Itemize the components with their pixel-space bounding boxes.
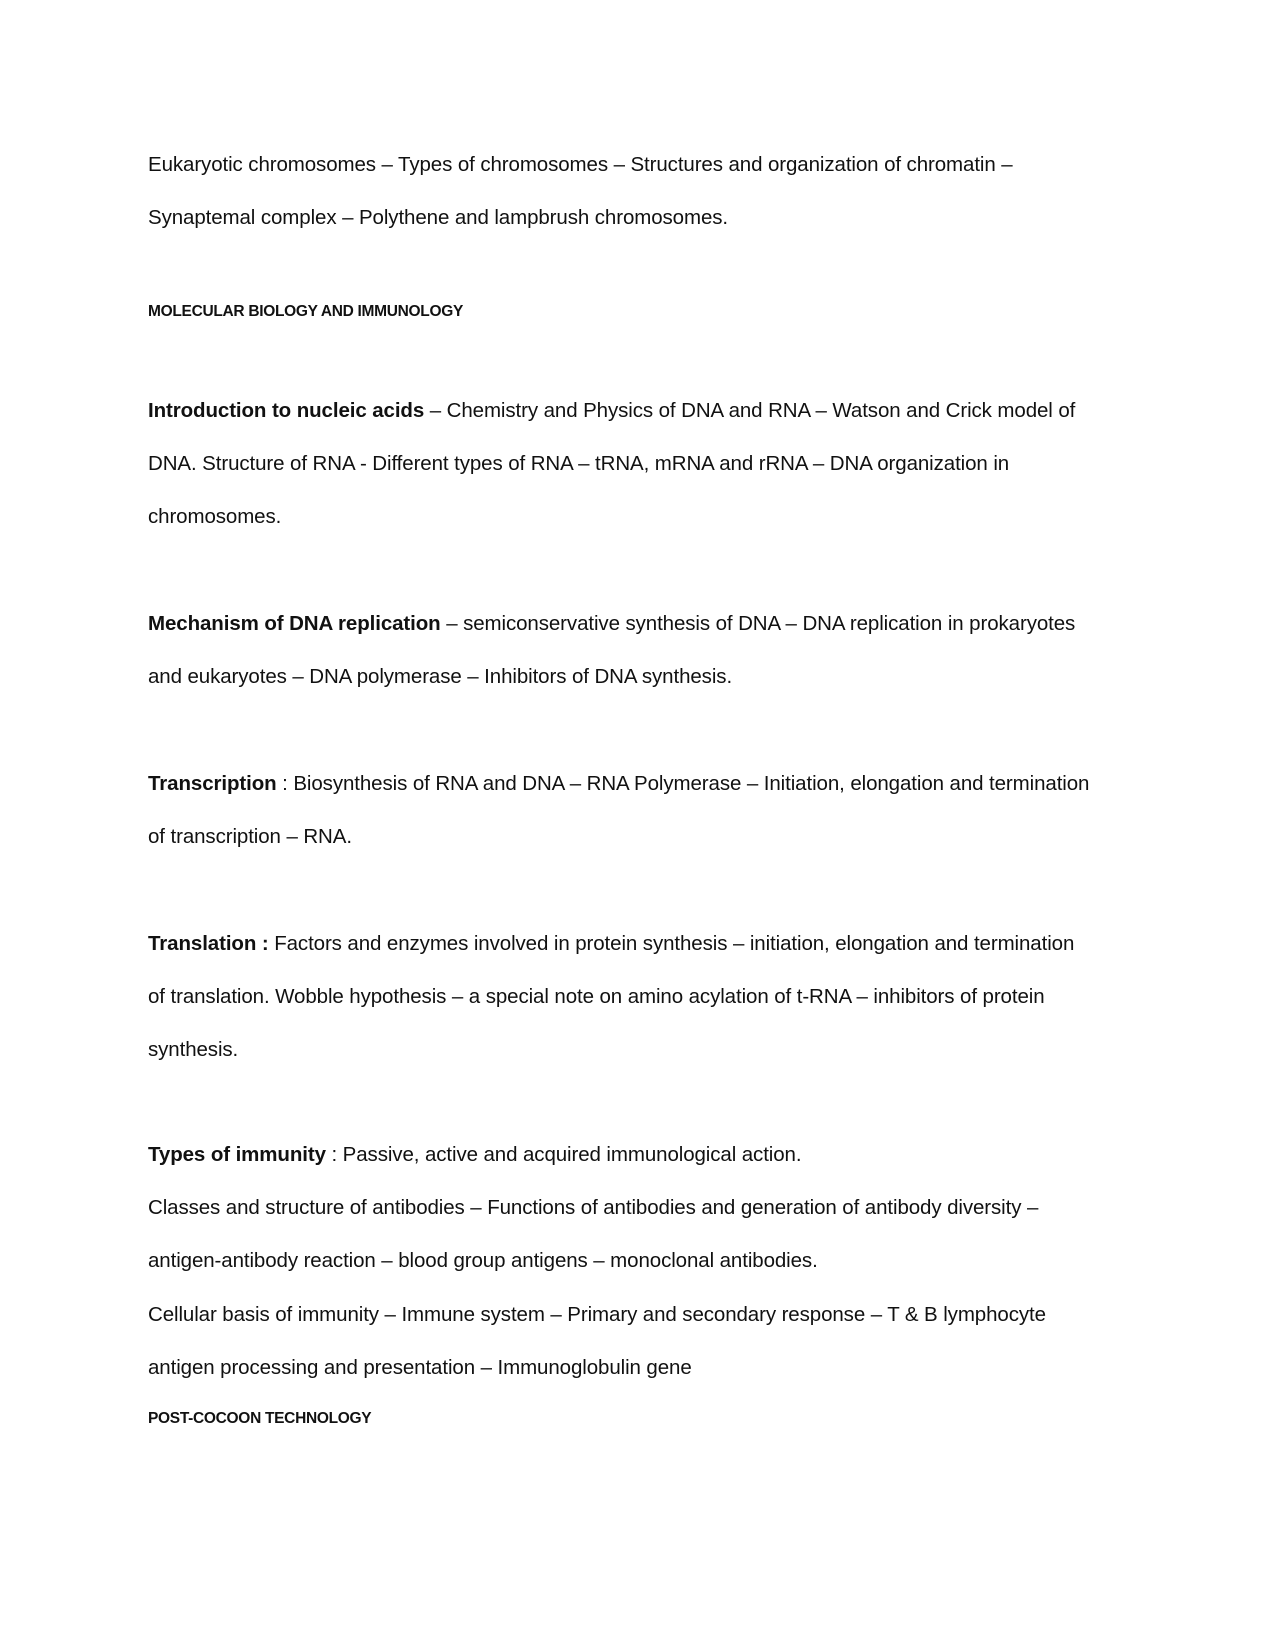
transcription-text: : Biosynthesis of RNA and DNA – RNA Polymerase – Initiation, elongation and termination (276, 772, 1090, 795)
section-heading-post-cocoon: POST-COCOON TECHNOLOGY (148, 1410, 372, 1427)
replication-line-1 (148, 611, 1075, 637)
intro-line-2: Synaptemal complex – Polythene and lampbrush chromosomes. (148, 206, 728, 229)
immunity-text: : Passive, active and acquired immunological action. (325, 1143, 802, 1166)
translation-line-2: of translation. Wobble hypothesis – a special note on amino acylation of t-RNA – inhibitors of protein (148, 985, 1045, 1008)
replication-text: – semiconservative synthesis of DNA – DNA replication in prokaryotes (440, 612, 1076, 635)
translation-text: Factors and enzymes involved in protein synthesis – initiation, elongation and termination (268, 932, 1075, 955)
nucleic-acids-line-3: chromosomes. (148, 505, 282, 528)
section-heading-molecular-biology: MOLECULAR BIOLOGY AND IMMUNOLOGY (148, 303, 464, 320)
immunity-line-1 (148, 1142, 801, 1168)
nucleic-acids-term: Introduction to nucleic acids (148, 399, 425, 422)
immunity-line-5: antigen processing and presentation – Immunoglobulin gene (148, 1356, 692, 1379)
intro-line-1: Eukaryotic chromosomes – Types of chromosomes – Structures and organization of chromatin – (148, 153, 1013, 176)
translation-line-3: synthesis. (148, 1038, 239, 1061)
transcription-term: Transcription (148, 772, 277, 795)
nucleic-acids-text: – Chemistry and Physics of DNA and RNA – Watson and Crick model of (424, 399, 1076, 422)
transcription-line-2: of transcription – RNA. (148, 825, 352, 848)
immunity-term: Types of immunity (148, 1143, 326, 1166)
replication-line-2: and eukaryotes – DNA polymerase – Inhibitors of DNA synthesis. (148, 665, 733, 688)
translation-line-1 (148, 931, 1074, 957)
nucleic-acids-line-2: DNA. Structure of RNA - Different types of RNA – tRNA, mRNA and rRNA – DNA organization in (148, 452, 1010, 475)
immunity-line-2: Classes and structure of antibodies – Functions of antibodies and generation of antibody diversity – (148, 1196, 1039, 1219)
nucleic-acids-line-1 (148, 398, 1075, 424)
replication-term: Mechanism of DNA replication (148, 612, 441, 635)
immunity-line-4: Cellular basis of immunity – Immune system – Primary and secondary response – T & B lymphocyte (148, 1303, 1046, 1326)
transcription-line-1 (148, 771, 1089, 797)
immunity-line-3: antigen-antibody reaction – blood group antigens – monoclonal antibodies. (148, 1249, 818, 1272)
translation-term: Translation : (148, 932, 269, 955)
